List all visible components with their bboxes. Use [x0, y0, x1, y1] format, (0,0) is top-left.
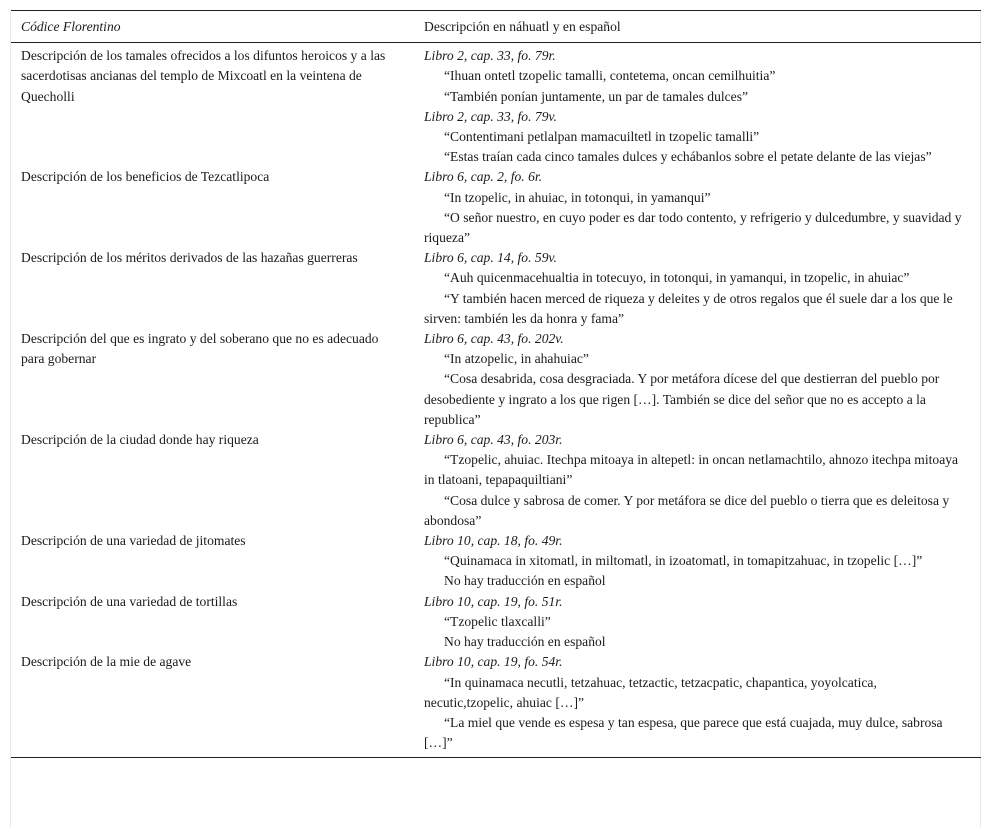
nahuatl-quote: “Tzopelic, ahuiac. Itechpa mitoaya in altepetl: in oncan netlamachtilo, ahnozo itechpa mitoaya in tlatoani, tepapaquiltiani”	[424, 452, 959, 488]
row-description: Descripción de los tamales ofrecidos a los difuntos heroicos y a las sacerdotisas ancianas del templo de Mixcoatl en la veintena de Quecholli	[21, 48, 386, 104]
row-source-cell	[414, 167, 981, 248]
row-description: Descripción de una variedad de jitomates	[21, 533, 246, 549]
row-source-cell	[414, 652, 981, 758]
spanish-quote: No hay traducción en español	[444, 573, 606, 589]
nahuatl-quote: “Tzopelic tlaxcalli”	[444, 613, 551, 629]
nahuatl-quote: “Quinamaca in xitomatl, in miltomatl, in izoatomatl, in tomapitzahuac, in tzopelic […]”	[444, 553, 923, 569]
spanish-quote: “También ponían juntamente, un par de tamales dulces”	[444, 88, 749, 104]
table-row	[11, 592, 981, 653]
spanish-quote: “Estas traían cada cinco tamales dulces y echábanlos sobre el petate delante de las viejas”	[444, 149, 932, 165]
source-reference: Libro 10, cap. 18, fo. 49r.	[424, 533, 563, 549]
table-container	[10, 10, 981, 827]
row-source-cell	[414, 43, 981, 168]
nahuatl-quote: “Ihuan ontetl tzopelic tamalli, contetema, oncan cemilhuitia”	[444, 68, 776, 84]
row-description: Descripción de la mie de agave	[11, 652, 414, 758]
row-description: Descripción de los méritos derivados de las hazañas guerreras	[21, 250, 358, 266]
table-row	[11, 167, 981, 248]
nahuatl-quote: “In atzopelic, in ahahuiac”	[444, 351, 589, 367]
source-reference: Libro 2, cap. 33, fo. 79v.	[424, 108, 557, 124]
table-row	[11, 43, 981, 168]
header-codex: Códice Florentino	[11, 11, 414, 43]
spanish-quote: “O señor nuestro, en cuyo poder es dar todo contento, y refrigerio y dulcedumbre, y suavidad y riqueza”	[424, 209, 962, 246]
spanish-quote: “La miel que vende es espesa y tan espesa, que parece que está cuajada, muy dulce, sabrosa […]”	[424, 714, 943, 751]
table-header	[11, 11, 981, 43]
table-row	[11, 248, 981, 329]
row-description: Descripción de una variedad de tortillas	[21, 593, 238, 609]
table-row	[11, 652, 981, 758]
source-reference: Libro 2, cap. 33, fo. 79r.	[424, 48, 556, 64]
source-reference: Libro 6, cap. 2, fo. 6r.	[424, 169, 543, 185]
source-reference: Libro 10, cap. 19, fo. 54r.	[424, 654, 563, 670]
table-row	[11, 531, 981, 592]
source-reference: Libro 10, cap. 19, fo. 51r.	[424, 593, 563, 609]
row-source-cell	[414, 430, 981, 531]
row-description: Descripción de los beneficios de Tezcatlipoca	[21, 169, 270, 185]
row-source-cell	[414, 248, 981, 329]
source-reference: Libro 6, cap. 14, fo. 59v.	[424, 250, 557, 266]
codex-table	[11, 10, 981, 758]
source-reference: Libro 6, cap. 43, fo. 203r.	[424, 432, 563, 448]
nahuatl-quote: “In tzopelic, in ahuiac, in totonqui, in yamanqui”	[444, 189, 711, 205]
nahuatl-quote: “Auh quicenmacehualtia in totecuyo, in totonqui, in yamanqui, in tzopelic, in ahuiac”	[444, 270, 910, 286]
source-reference: Libro 6, cap. 43, fo. 202v.	[424, 331, 564, 347]
nahuatl-quote: “In quinamaca necutli, tetzahuac, tetzactic, tetzacpatic, chapantica, yoyolcatica, necutic,tzopelic, ahuiac […]”	[424, 674, 877, 710]
row-source-cell	[414, 329, 981, 430]
header-row	[11, 11, 981, 43]
spanish-quote: “Cosa desabrida, cosa desgraciada. Y por metáfora dícese del que destierran del pueblo por desobediente y ingrato a los que rigen […]. También se dice del señor que no es accepto a la republica”	[424, 371, 940, 427]
table-row	[11, 430, 981, 531]
spanish-quote: “Cosa dulce y sabrosa de comer. Y por metáfora se dice del pueblo o tierra que es deleitosa y abondosa”	[424, 492, 950, 528]
table-body	[11, 43, 981, 758]
row-source-cell	[414, 531, 981, 592]
header-description: Descripción en náhuatl y en español	[414, 11, 981, 43]
row-source-cell	[414, 592, 981, 653]
table-row	[11, 329, 981, 430]
spanish-quote: No hay traducción en español	[444, 634, 606, 650]
spanish-quote: “Y también hacen merced de riqueza y deleites y de otros regalos que él suele dar a los que le sirven: también les da honra y fama”	[424, 290, 953, 326]
nahuatl-quote: “Contentimani petlalpan mamacuiltetl in tzopelic tamalli”	[444, 129, 760, 145]
row-description: Descripción de la ciudad donde hay riqueza	[21, 432, 259, 448]
row-description: Descripción del que es ingrato y del soberano que no es adecuado para gobernar	[21, 331, 379, 367]
